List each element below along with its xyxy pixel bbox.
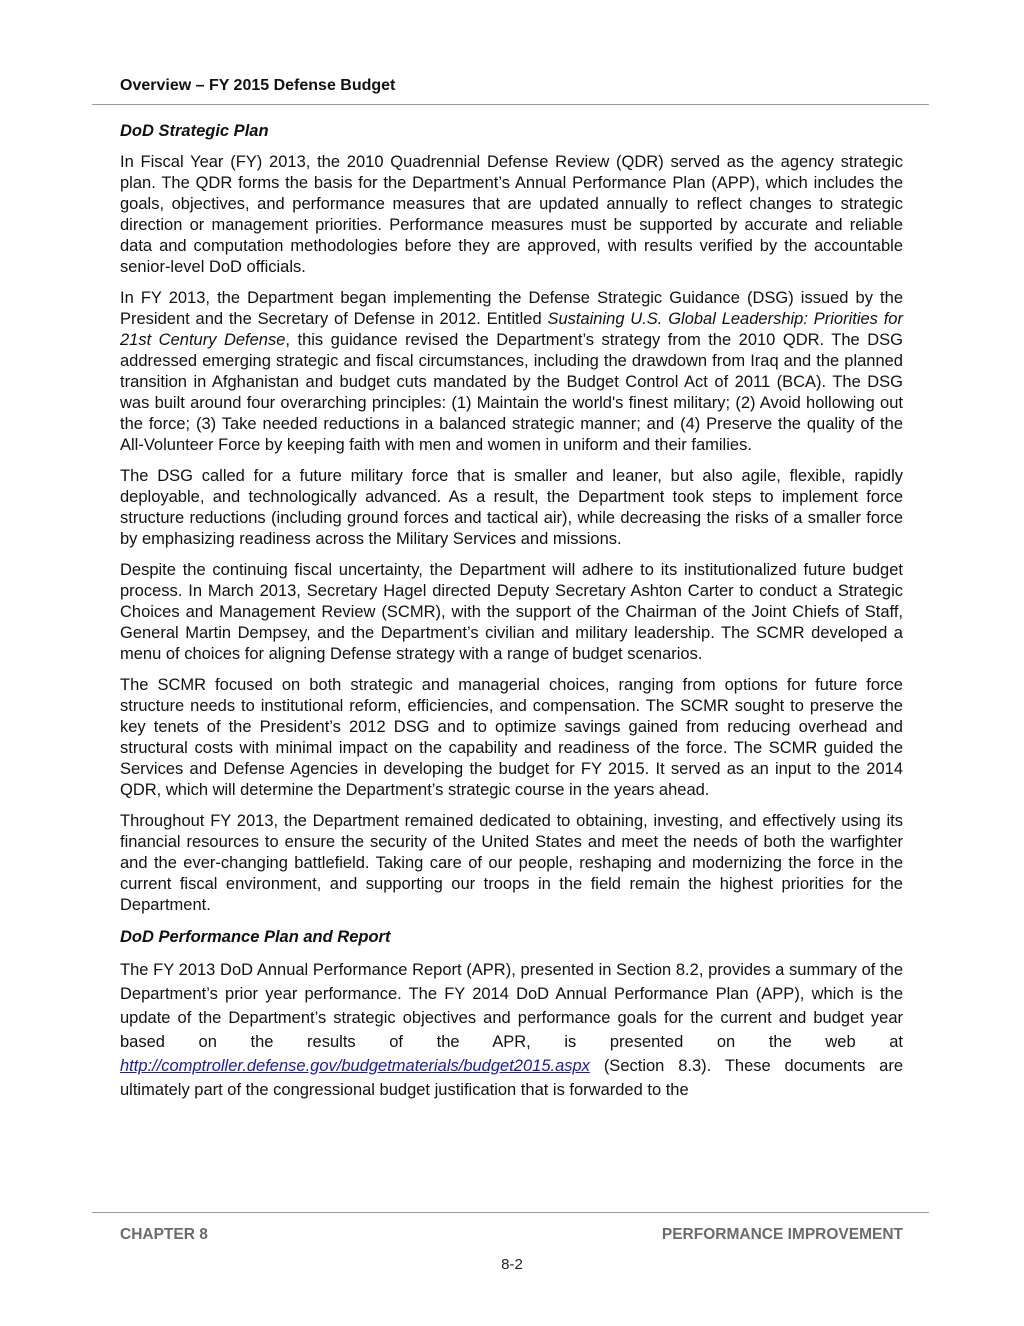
page-header-title: Overview – FY 2015 Defense Budget — [120, 77, 396, 94]
page-number: 8-2 — [501, 1256, 523, 1273]
paragraph: In Fiscal Year (FY) 2013, the 2010 Quadrennial Defense Review (QDR) served as the agency strategic plan. The QDR forms the basis for the Department’s Annual Performance Plan (APP), which includes the goals, objectives, and performance measures that are updated annually to reflect changes to strategic direction or management priorities. Performance measures must be supported by accurate and reliable data and computation methodologies before they are approved, with results verified by the accountable senior-level DoD officials. — [120, 153, 903, 276]
footer-section-title: PERFORMANCE IMPROVEMENT — [661, 1226, 903, 1243]
text-run: , this guidance revised the Department’s strategy from the 2010 QDR. The DSG addressed emerging strategic and fiscal circumstances, including the drawdown from Iraq and the planned transition in Afghanistan and budget cuts mandated by the Budget Control Act of 2011 (BCA). The DSG was built around four overarching principles: (1) Maintain the world's finest military; (2) Avoid hollowing out the force; (3) Take needed reductions in a balanced strategic manner; and (4) Preserve the quality of the All-Volunteer Force by keeping faith with men and women in uniform and their families. — [120, 331, 903, 454]
footer-divider — [92, 1212, 929, 1213]
paragraph: Throughout FY 2013, the Department remained dedicated to obtaining, investing, and effectively using its financial resources to ensure the security of the United States and meet the needs of both the warfighter and the ever-changing battlefield. Taking care of our people, reshaping and modernizing the force in the current fiscal environment, and supporting our troops in the field remain the highest priorities for the Department. — [120, 812, 903, 914]
paragraph — [120, 288, 903, 456]
header-divider — [92, 104, 929, 105]
budget-materials-link[interactable]: http://comptroller.defense.gov/budgetmaterials/budget2015.aspx — [120, 1057, 590, 1075]
paragraph: The DSG called for a future military force that is smaller and leaner, but also agile, flexible, rapidly deployable, and technologically advanced. As a result, the Department took steps to implement force structure reductions (including ground forces and tactical air), while decreasing the risks of a smaller force by emphasizing readiness across the Military Services and missions. — [120, 467, 903, 548]
text-run: (Section 8.3). These documents are ultimately part of the congressional budget justification that is forwarded to the — [120, 1057, 903, 1099]
text-run: In FY 2013, the Department began implementing the Defense Strategic Guidance (DSG) issued by the President and the Secretary of Defense in 2012. Entitled — [120, 289, 903, 328]
paragraph — [120, 958, 903, 1102]
document-title-italic: Sustaining U.S. Global Leadership: Priorities for 21st Century Defense — [120, 310, 903, 349]
paragraph: The SCMR focused on both strategic and managerial choices, ranging from options for future force structure needs to institutional reform, efficiencies, and compensation. The SCMR sought to preserve the key tenets of the President’s 2012 DSG and to optimize savings gained from reducing overhead and structural costs with minimal impact on the capability and readiness of the force. The SCMR guided the Services and Defense Agencies in developing the budget for FY 2015. It served as an input to the 2014 QDR, which will determine the Department’s strategic course in the years ahead. — [120, 676, 903, 799]
section-heading-performance-plan: DoD Performance Plan and Report — [120, 928, 391, 946]
document-body — [120, 120, 903, 1112]
footer-chapter: CHAPTER 8 — [120, 1226, 208, 1243]
text-run: The FY 2013 DoD Annual Performance Report (APR), presented in Section 8.2, provides a summary of the Department’s prior year performance. The FY 2014 DoD Annual Performance Plan (APP), which is the update of the Department’s strategic objectives and performance goals for the current and budget year based on the results of the APR, is presented on the web at — [120, 961, 903, 1051]
paragraph: Despite the continuing fiscal uncertainty, the Department will adhere to its institutionalized future budget process. In March 2013, Secretary Hagel directed Deputy Secretary Ashton Carter to conduct a Strategic Choices and Management Review (SCMR), with the support of the Chairman of the Joint Chiefs of Staff, General Martin Dempsey, and the Department’s civilian and military leadership. The SCMR developed a menu of choices for aligning Defense strategy with a range of budget scenarios. — [120, 561, 903, 663]
section-heading-strategic-plan: DoD Strategic Plan — [120, 122, 269, 140]
